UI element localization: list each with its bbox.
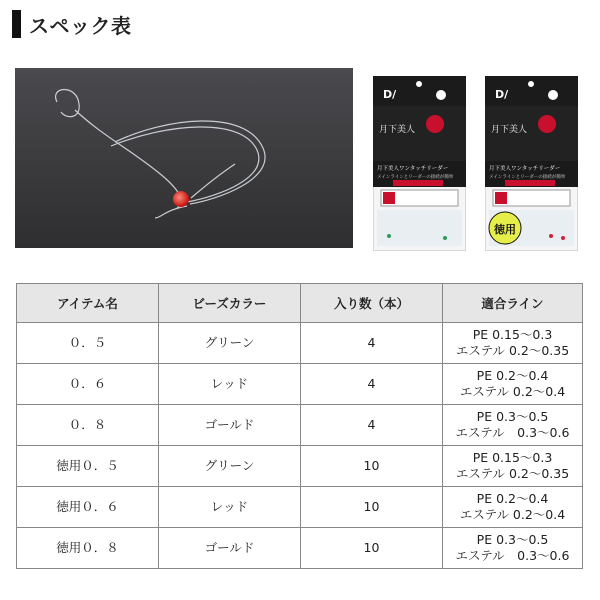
cell-line-ester: エステル 0.2〜0.4 (459, 507, 566, 522)
cell-line-ester: エステル 0.2〜0.35 (455, 466, 570, 481)
table-row (17, 323, 583, 364)
cell-line (443, 446, 583, 487)
cell-count: 10 (301, 446, 443, 487)
table-row (17, 446, 583, 487)
table-header-row (17, 284, 583, 323)
cell-count: 10 (301, 528, 443, 569)
cell-line-ester: エステル 0.2〜0.4 (459, 384, 566, 399)
cell-line-ester: エステル 0.3〜0.6 (455, 548, 570, 563)
svg-text:D/: D/ (495, 88, 509, 101)
cell-line (443, 323, 583, 364)
cell-line-pe: PE 0.2〜0.4 (476, 491, 549, 506)
product-package-standard (373, 76, 466, 251)
cell-color: ゴールド (159, 405, 301, 446)
cell-color: グリーン (159, 323, 301, 364)
cell-count: 4 (301, 364, 443, 405)
cell-count: 4 (301, 405, 443, 446)
cell-count: 10 (301, 487, 443, 528)
cell-line-pe: PE 0.2〜0.4 (476, 368, 549, 383)
table-row (17, 364, 583, 405)
cell-item: ０．５ (17, 323, 159, 364)
cell-line-pe: PE 0.3〜0.5 (476, 409, 549, 424)
header-compatible-line: 適合ライン (443, 284, 583, 323)
brand-logo: D/ (383, 88, 397, 101)
cell-color: グリーン (159, 446, 301, 487)
header-bead-color: ビーズカラー (159, 284, 301, 323)
header-item-name: アイテム名 (17, 284, 159, 323)
table-row (17, 405, 583, 446)
cell-color: レッド (159, 487, 301, 528)
page-title: スペック表 (29, 13, 132, 38)
product-package-value (485, 76, 578, 251)
svg-text:メインラインとリーダーの接続が簡単: メインラインとリーダーの接続が簡単 (489, 175, 566, 180)
spec-table (16, 283, 583, 569)
cell-line-pe: PE 0.15〜0.3 (472, 327, 553, 342)
svg-text:月下美人ワンタッチリーダー: 月下美人ワンタッチリーダー (489, 166, 561, 172)
cell-line-pe: PE 0.15〜0.3 (472, 450, 553, 465)
leader-line-illustration (15, 68, 353, 248)
cell-item: 徳用０．６ (17, 487, 159, 528)
section-header (12, 10, 132, 38)
cell-item: ０．６ (17, 364, 159, 405)
header-quantity: 入り数（本） (301, 284, 443, 323)
cell-line (443, 487, 583, 528)
cell-line-ester: エステル 0.2〜0.35 (455, 343, 570, 358)
cell-line (443, 364, 583, 405)
value-pack-badge: 徳用 (494, 223, 516, 236)
table-row (17, 528, 583, 569)
product-photo (15, 68, 353, 248)
svg-text:メインラインとリーダーの接続が簡単: メインラインとリーダーの接続が簡単 (377, 175, 454, 180)
cell-line-ester: エステル 0.3〜0.6 (455, 425, 570, 440)
svg-text:月下美人ワンタッチリーダー: 月下美人ワンタッチリーダー (377, 166, 449, 172)
cell-color: レッド (159, 364, 301, 405)
cell-item: ０．８ (17, 405, 159, 446)
table-row (17, 487, 583, 528)
cell-item: 徳用０．８ (17, 528, 159, 569)
cell-color: ゴールド (159, 528, 301, 569)
cell-line (443, 528, 583, 569)
cell-count: 4 (301, 323, 443, 364)
header-accent-bar (12, 10, 21, 38)
cell-line (443, 405, 583, 446)
cell-item: 徳用０．５ (17, 446, 159, 487)
red-bead (173, 191, 189, 207)
svg-text:月下美人: 月下美人 (491, 125, 528, 135)
svg-text:月下美人: 月下美人 (379, 125, 416, 135)
cell-line-pe: PE 0.3〜0.5 (476, 532, 549, 547)
